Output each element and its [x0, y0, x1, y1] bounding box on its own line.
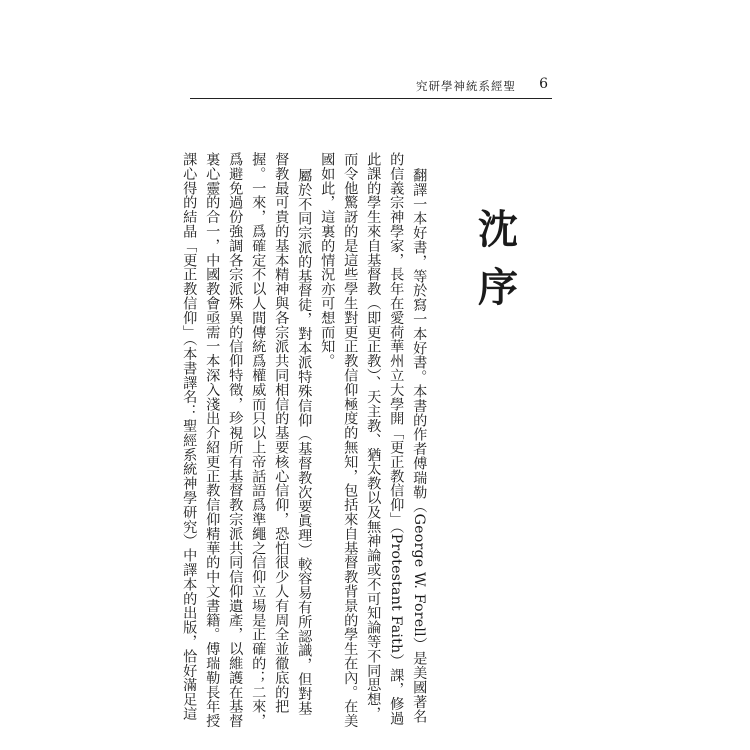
- running-header: [190, 76, 552, 98]
- text-column-4: 而令他驚訝的是這些學生對更正教信仰極度的無知，包括來自基督教背景的學生在內。在美: [342, 152, 359, 728]
- header-rule: [190, 98, 552, 99]
- text-column-5: 國如此，這裏的情況亦可想而知。: [319, 152, 336, 368]
- text-column-1: 翻譯一本好書，等於寫一本好書。本書的作者傅瑞勒（George W. Forell）是美國著名: [411, 168, 428, 724]
- text-column-10: 裏心靈的合一，中國教會亟需一本深入淺出介紹更正教信仰精華的中文書籍。傅瑞勒長年授: [204, 152, 221, 728]
- text-column-3: 此課的學生來自基督教（即更正教）、天主教、猶太教以及無神論或不可知論等不同思想，: [365, 152, 382, 721]
- text-column-6: 屬於不同宗派的基督徒，對本派特殊信仰（基督教次要眞理）較容易有所認識，但對基: [296, 168, 313, 716]
- page-number: 6: [539, 76, 548, 92]
- text-column-11: 課心得的結晶「更正教信仰」（本書譯名：聖經系統神學研究）中譯本的出版，恰好滿足這: [181, 152, 198, 721]
- preface-title-char-1: 沈: [478, 206, 518, 253]
- text-column-2: 的信義宗神學家，長年在愛荷華州立大學開「更正教信仰」（Protestant Faith）課，修過: [388, 152, 405, 726]
- text-column-8: 握。一來，爲確定不以人間傳統爲權威而只以上帝話語爲準繩之信仰立場是正確的；二來，: [250, 152, 267, 728]
- running-header-title: 究研學神統系經聖: [416, 79, 516, 93]
- text-column-9: 爲避免過份強調各宗派殊異的信仰特徵，珍視所有基督教宗派共同信仰遺產，以維護在基督: [227, 152, 244, 728]
- preface-title-char-2: 序: [478, 264, 518, 311]
- text-column-7: 督教最可貴的基本精神與各宗派共同相信的基要核心信仰，恐怕很少人有周全並徹底的把: [273, 152, 290, 714]
